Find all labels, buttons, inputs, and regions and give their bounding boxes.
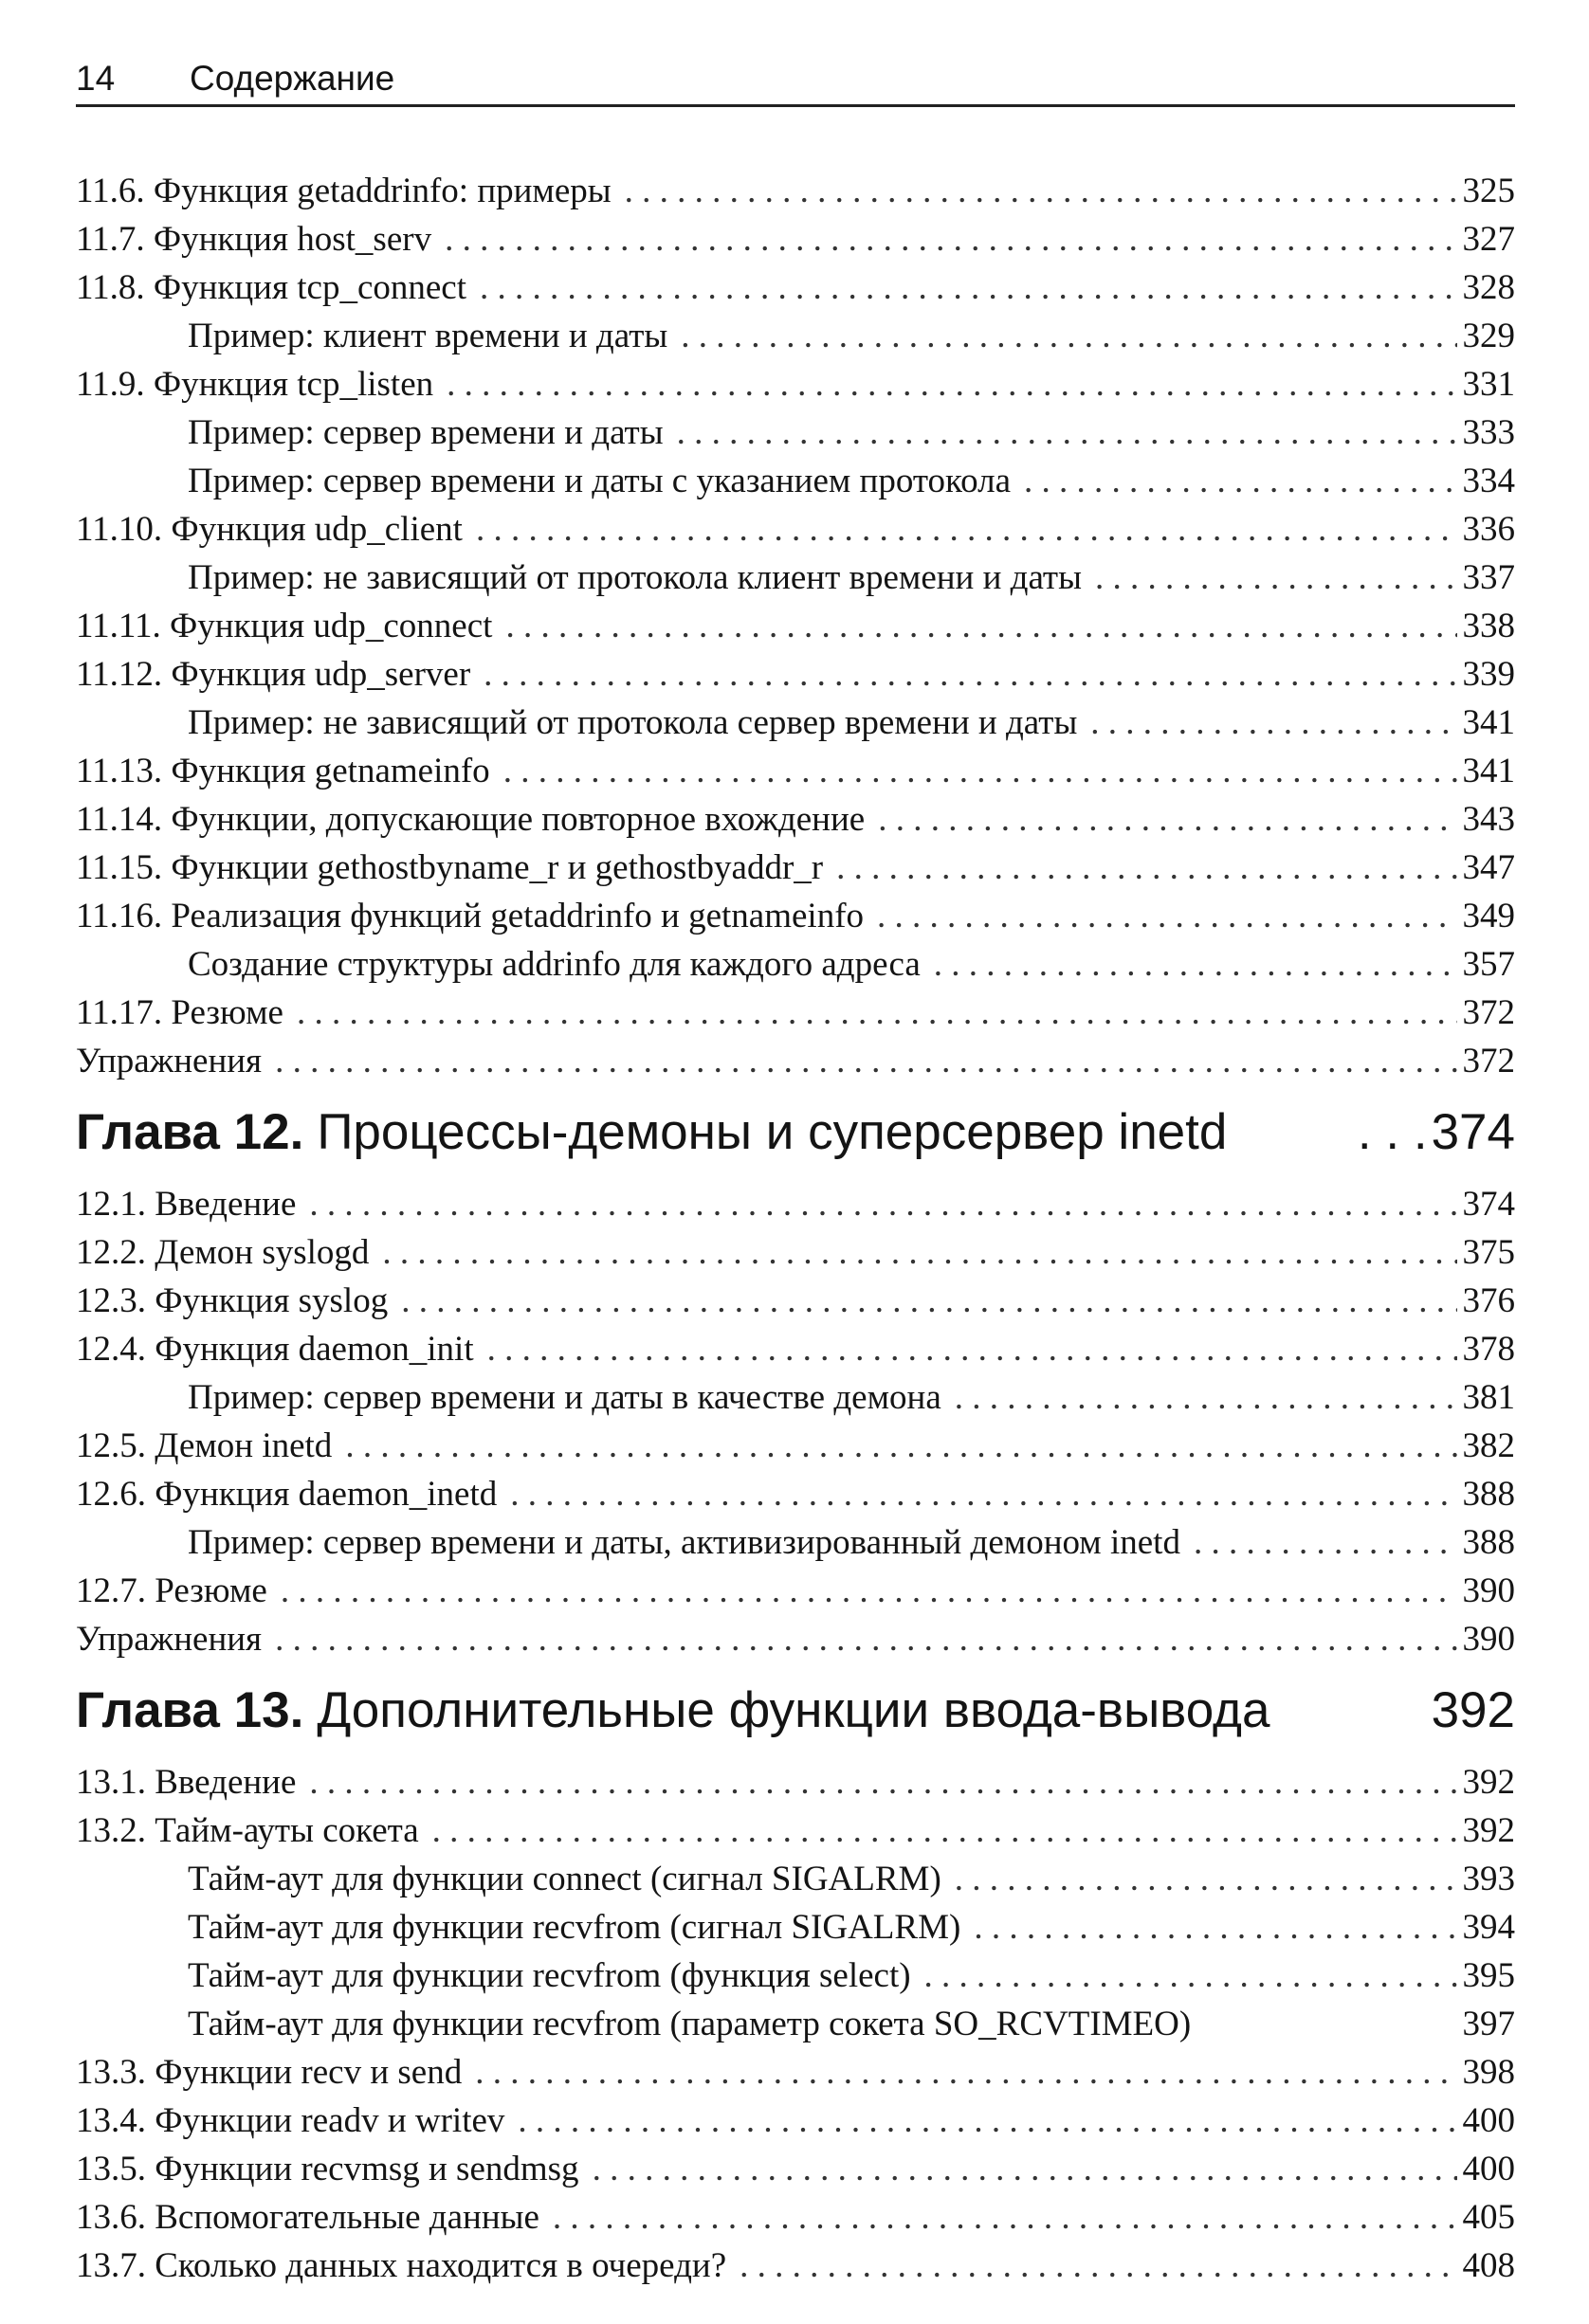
chapter-label: Глава 12. — [76, 1104, 304, 1160]
toc-entry-page: 398 — [1462, 2053, 1515, 2092]
chapter-title: Дополнительные функции ввода-вывода — [317, 1682, 1270, 1738]
toc-entry[interactable] — [76, 2193, 1515, 2242]
dot-leader — [487, 1325, 1457, 1373]
toc-entry[interactable] — [76, 844, 1515, 892]
chapter-title: Процессы-демоны и суперсервер inetd — [317, 1104, 1228, 1160]
toc-entry-page: 374 — [1462, 1185, 1515, 1224]
toc-entry-label: 11.15. Функции gethostbyname_r и gethostbyaddr_r — [76, 848, 824, 887]
toc-entry-page: 376 — [1462, 1281, 1515, 1320]
toc-entry[interactable] — [76, 1758, 1515, 1807]
toc-entry[interactable] — [76, 167, 1515, 215]
toc-entry-label: Пример: сервер времени и даты с указанием протокола — [188, 462, 1012, 500]
toc-subentry[interactable] — [76, 940, 1515, 989]
dot-leader — [475, 2048, 1456, 2097]
dot-leader — [553, 2193, 1457, 2242]
toc-entry-label: Тайм-аут для функции recvfrom (параметр сокета SO_RCVTIMEO) — [188, 2005, 1192, 2043]
toc-entry-label: 11.11. Функция udp_connect — [76, 607, 493, 645]
dot-leader — [275, 1037, 1456, 1085]
toc-entry[interactable] — [76, 1615, 1515, 1663]
toc-entry-label: 13.3. Функции recv и send — [76, 2053, 463, 2092]
dot-leader — [934, 940, 1457, 989]
toc-entry-label: 11.17. Резюме — [76, 993, 283, 1032]
toc-entry-label: 11.12. Функция udp_server — [76, 655, 471, 694]
toc-entry-label: 13.1. Введение — [76, 1763, 297, 1802]
toc-entry-page: 392 — [1462, 1763, 1515, 1802]
toc-subentry[interactable] — [76, 1855, 1515, 1903]
toc-entry-page: 357 — [1462, 945, 1515, 984]
dot-leader — [445, 215, 1456, 263]
toc-entry-label: Пример: сервер времени и даты в качестве демона — [188, 1378, 941, 1417]
toc-entry-page: 328 — [1462, 268, 1515, 307]
toc-entry-label: Пример: не зависящий от протокола сервер времени и даты — [188, 703, 1078, 742]
dot-leader — [432, 1807, 1457, 1855]
dot-leader — [309, 1180, 1456, 1228]
dot-leader — [281, 1567, 1457, 1615]
toc-entry-page: 378 — [1462, 1330, 1515, 1369]
toc-entry[interactable] — [76, 650, 1515, 699]
toc-entry[interactable] — [76, 215, 1515, 263]
dot-leader — [518, 2097, 1456, 2145]
dot-leader — [476, 505, 1457, 554]
toc-entry[interactable] — [76, 505, 1515, 554]
toc-entry-label: 12.3. Функция syslog — [76, 1281, 389, 1320]
dot-leader — [297, 989, 1457, 1037]
chapter-label: Глава 13. — [76, 1682, 304, 1738]
toc-entry-page: 400 — [1462, 2101, 1515, 2140]
toc-entry-page: 394 — [1462, 1908, 1515, 1947]
dot-leader — [836, 844, 1456, 892]
dot-leader — [593, 2145, 1457, 2193]
toc-entry-page: 347 — [1462, 848, 1515, 887]
chapter-leader: . . . — [1357, 1104, 1428, 1160]
toc-entry-page: 375 — [1462, 1233, 1515, 1272]
chapter-heading — [76, 1663, 1515, 1758]
dot-leader — [878, 795, 1456, 844]
dot-leader — [480, 263, 1456, 312]
toc-entry-page: 327 — [1462, 220, 1515, 259]
dot-leader — [681, 312, 1456, 360]
toc-entry[interactable] — [76, 1037, 1515, 1085]
toc-entry-label: 11.14. Функции, допускающие повторное вхождение — [76, 800, 866, 839]
dot-leader — [1095, 554, 1457, 602]
toc-entry-label: Упражнения — [76, 1620, 263, 1659]
toc-entry-page: 329 — [1462, 317, 1515, 355]
toc-entry-page: 343 — [1462, 800, 1515, 839]
dot-leader — [401, 1277, 1456, 1325]
toc-entry-page: 333 — [1462, 413, 1515, 452]
toc-entry-label: 12.1. Введение — [76, 1185, 297, 1224]
toc-entry-label: 13.7. Сколько данных находится в очереди? — [76, 2246, 727, 2285]
toc-entry-page: 397 — [1462, 2005, 1515, 2043]
dot-leader — [877, 892, 1456, 940]
toc-entry-label: Пример: клиент времени и даты — [188, 317, 668, 355]
toc-subentry[interactable] — [76, 1373, 1515, 1422]
toc-entry-page: 372 — [1462, 993, 1515, 1032]
dot-leader — [974, 1903, 1456, 1952]
toc-entry[interactable] — [76, 1228, 1515, 1277]
toc-subentry[interactable] — [76, 312, 1515, 360]
toc-entry-label: Упражнения — [76, 1042, 263, 1080]
toc-entry-page: 336 — [1462, 510, 1515, 549]
dot-leader — [275, 1615, 1456, 1663]
toc-subentry[interactable] — [76, 409, 1515, 457]
toc-entry-label: Создание структуры addrinfo для каждого адреса — [188, 945, 921, 984]
toc-subentry[interactable] — [76, 457, 1515, 505]
toc-entry-page: 331 — [1462, 365, 1515, 404]
toc-entry[interactable] — [76, 1325, 1515, 1373]
toc-entry-page: 388 — [1462, 1523, 1515, 1562]
toc-subentry[interactable] — [76, 699, 1515, 747]
toc-entry-label: 12.7. Резюме — [76, 1571, 267, 1610]
dot-leader — [447, 360, 1456, 409]
toc-entry-page: 408 — [1462, 2246, 1515, 2285]
toc-entry-page: 405 — [1462, 2198, 1515, 2237]
toc-entry-page: 325 — [1462, 172, 1515, 210]
toc-entry[interactable] — [76, 602, 1515, 650]
toc-entry-page: 382 — [1462, 1426, 1515, 1465]
toc-entry[interactable] — [76, 892, 1515, 940]
toc-entry-page: 395 — [1462, 1956, 1515, 1995]
toc-entry-page: 381 — [1462, 1378, 1515, 1417]
toc-entry-label: 12.6. Функция daemon_inetd — [76, 1475, 498, 1514]
toc-entry[interactable] — [76, 1567, 1515, 1615]
toc-entry[interactable] — [76, 1180, 1515, 1228]
toc-entry[interactable] — [76, 989, 1515, 1037]
toc-entry-page: 372 — [1462, 1042, 1515, 1080]
toc-entry[interactable] — [76, 1277, 1515, 1325]
dot-leader — [1024, 457, 1456, 505]
toc-entry-label: Пример: сервер времени и даты, активизированный демоном inetd — [188, 1523, 1180, 1562]
toc-subentry[interactable] — [76, 1952, 1515, 2000]
toc-entry-label: 13.6. Вспомогательные данные — [76, 2198, 539, 2237]
toc-entry-page: 338 — [1462, 607, 1515, 645]
toc-entry-page: 388 — [1462, 1475, 1515, 1514]
running-title: Содержание — [190, 59, 395, 98]
toc-entry[interactable] — [76, 360, 1515, 409]
toc-entry-page: 337 — [1462, 558, 1515, 597]
dot-leader — [677, 409, 1457, 457]
toc-entry-label: 12.4. Функция daemon_init — [76, 1330, 474, 1369]
dot-leader — [740, 2242, 1456, 2290]
dot-leader — [484, 650, 1456, 699]
toc-subentry[interactable] — [76, 1518, 1515, 1567]
toc-entry-label: 13.2. Тайм-ауты сокета — [76, 1811, 419, 1850]
toc-entry-label: 11.8. Функция tcp_connect — [76, 268, 467, 307]
dot-leader — [924, 1952, 1457, 2000]
toc-entry-page: 341 — [1462, 703, 1515, 742]
toc-entry-label: 12.2. Демон syslogd — [76, 1233, 370, 1272]
dot-leader — [505, 602, 1456, 650]
toc-entry-page: 341 — [1462, 752, 1515, 790]
toc-entry[interactable] — [76, 747, 1515, 795]
toc-entry[interactable] — [76, 2242, 1515, 2290]
toc-entry-label: 13.5. Функции recvmsg и sendmsg — [76, 2150, 579, 2188]
dot-leader — [625, 167, 1457, 215]
toc-entry-page: 390 — [1462, 1620, 1515, 1659]
running-head — [76, 53, 1515, 107]
toc-entry-page: 339 — [1462, 655, 1515, 694]
dot-leader — [1194, 1518, 1457, 1567]
dot-leader — [1090, 699, 1456, 747]
dot-leader — [510, 1470, 1456, 1518]
toc-entry-label: Тайм-аут для функции recvfrom (сигнал SIGALRM) — [188, 1908, 961, 1947]
toc-entry-label: 11.6. Функция getaddrinfo: примеры — [76, 172, 612, 210]
toc-entry[interactable] — [76, 795, 1515, 844]
toc-entry-label: 13.4. Функции readv и writev — [76, 2101, 505, 2140]
dot-leader — [345, 1422, 1456, 1470]
toc-entry-label: 11.13. Функция getnameinfo — [76, 752, 490, 790]
toc-entry[interactable] — [76, 263, 1515, 312]
toc-entry[interactable] — [76, 2145, 1515, 2193]
chapter-page-number: 374 — [1431, 1104, 1515, 1160]
toc-entry-page: 334 — [1462, 462, 1515, 500]
dot-leader — [955, 1373, 1457, 1422]
dot-leader — [503, 747, 1457, 795]
toc-entry-label: Тайм-аут для функции connect (сигнал SIGALRM) — [188, 1860, 941, 1898]
toc-entry-page: 400 — [1462, 2150, 1515, 2188]
chapter-heading — [76, 1085, 1515, 1180]
toc-entry-page: 393 — [1462, 1860, 1515, 1898]
toc-entry-label: Тайм-аут для функции recvfrom (функция select) — [188, 1956, 911, 1995]
toc-subentry[interactable] — [76, 554, 1515, 602]
toc-entry-page: 392 — [1462, 1811, 1515, 1850]
toc-entry-label: 11.16. Реализация функций getaddrinfo и getnameinfo — [76, 897, 865, 935]
toc-entry-page: 349 — [1462, 897, 1515, 935]
toc-entry-label: 11.9. Функция tcp_listen — [76, 365, 434, 404]
toc-entry[interactable] — [76, 1422, 1515, 1470]
toc-entry-label: 12.5. Демон inetd — [76, 1426, 333, 1465]
toc-entry[interactable] — [76, 2048, 1515, 2097]
dot-leader — [309, 1758, 1456, 1807]
toc-entry-label: 11.10. Функция udp_client — [76, 510, 463, 549]
page-number: 14 — [76, 59, 116, 98]
table-of-contents — [76, 167, 1515, 2290]
chapter-page-number: 392 — [1431, 1682, 1515, 1738]
toc-entry-label: Пример: сервер времени и даты — [188, 413, 664, 452]
toc-subentry[interactable] — [76, 2000, 1515, 2048]
dot-leader — [382, 1228, 1456, 1277]
toc-entry-label: 11.7. Функция host_serv — [76, 220, 432, 259]
toc-entry[interactable] — [76, 1807, 1515, 1855]
toc-entry[interactable] — [76, 2097, 1515, 2145]
toc-subentry[interactable] — [76, 1903, 1515, 1952]
toc-entry-label: Пример: не зависящий от протокола клиент времени и даты — [188, 558, 1082, 597]
toc-entry-page: 390 — [1462, 1571, 1515, 1610]
dot-leader — [955, 1855, 1457, 1903]
toc-entry[interactable] — [76, 1470, 1515, 1518]
